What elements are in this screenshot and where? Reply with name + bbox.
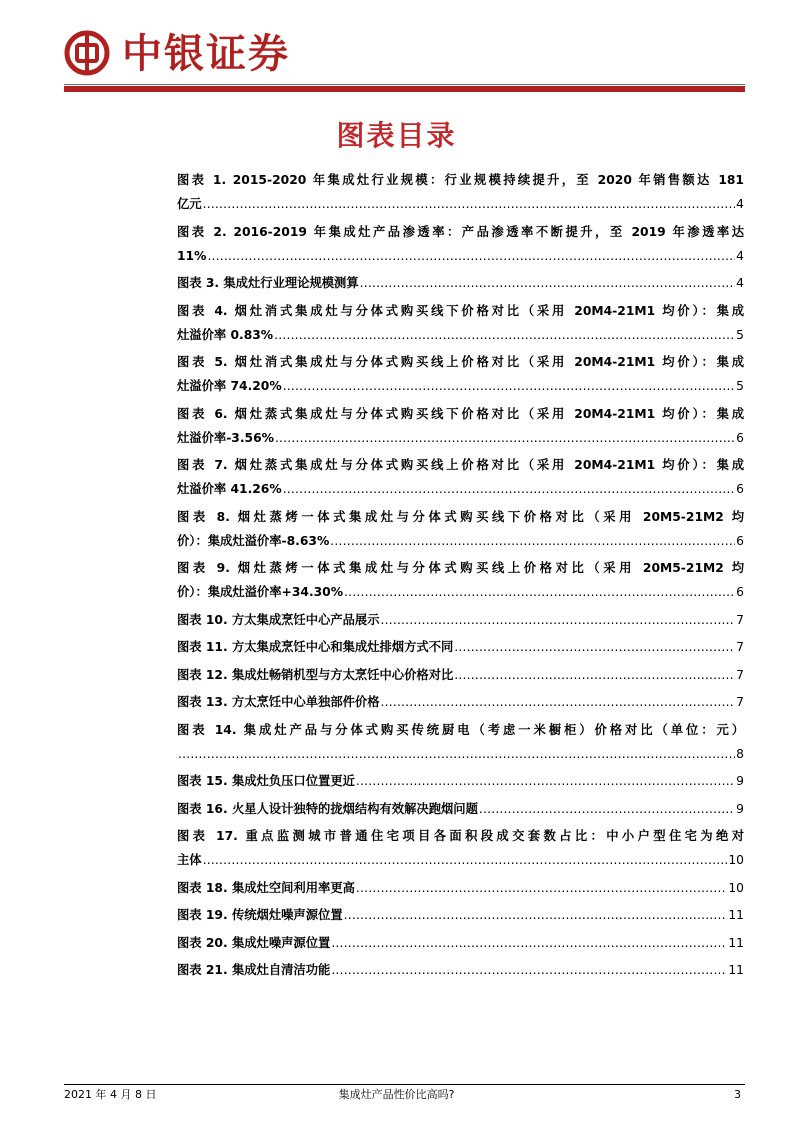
toc-entry-leader-line [177, 848, 744, 872]
toc-entry-leader-line [177, 374, 744, 398]
toc-entry-title: 图表 6. 烟灶蒸式集成灶与分体式购买线下价格对比（采用 20M4-21M1 均价）：集成 [177, 406, 744, 421]
dot-leader [356, 769, 735, 793]
toc-entry-page: 10 [728, 880, 744, 895]
toc-entry-page: 5 [736, 327, 744, 342]
toc-entry[interactable] [177, 556, 744, 608]
dot-leader [283, 374, 735, 398]
toc-entry-title: 图表 8. 烟灶蒸烤一体式集成灶与分体式购买线下价格对比（采用 20M5-21M2 均 [177, 509, 744, 524]
toc-entry-title-continued: 灶溢价率-3.56% [177, 430, 274, 445]
toc-entry-leader-line [177, 769, 744, 793]
dot-leader [454, 663, 735, 687]
toc-entry[interactable] [177, 505, 744, 557]
toc-entry-leader-line [177, 958, 744, 982]
dot-leader [454, 635, 735, 659]
toc-entry[interactable] [177, 690, 744, 718]
toc-entry-leader-line [177, 608, 744, 632]
toc-entry[interactable] [177, 931, 744, 959]
toc-entry-leader-line [177, 192, 744, 216]
dot-leader [203, 848, 728, 872]
toc-entry-title-continued: 亿元 [177, 197, 202, 211]
dot-leader [203, 192, 736, 216]
dot-leader [344, 580, 735, 604]
toc-entry-title-continued: 价）：集成灶溢价率-8.63% [177, 533, 330, 548]
toc-entry[interactable] [177, 453, 744, 505]
toc-entry[interactable] [177, 168, 744, 220]
dot-leader [344, 903, 728, 927]
toc-entry-page: 10 [728, 853, 744, 867]
toc-entry[interactable] [177, 958, 744, 986]
dot-leader [381, 690, 736, 714]
dot-leader [207, 244, 735, 268]
toc-entry[interactable] [177, 903, 744, 931]
toc-entry-title: 图表 5. 烟灶消式集成灶与分体式购买线上价格对比（采用 20M4-21M1 均价）：集成 [177, 355, 744, 369]
toc-entry-title: 图表 15. 集成灶负压口位置更近 [177, 774, 355, 788]
dot-leader [331, 931, 727, 955]
toc-entry-leader-line [177, 580, 744, 604]
toc-entry-title-continued: 灶溢价率 0.83% [177, 327, 274, 342]
dot-leader [479, 797, 735, 821]
toc-title: 图表目录 [336, 119, 457, 152]
toc-entry-title: 图表 18. 集成灶空间利用率更高 [177, 880, 355, 895]
toc-entry-title: 图表 1. 2015-2020 年集成灶行业规模：行业规模持续提升，至 2020 年销售额达 181 [177, 173, 744, 187]
dot-leader [275, 426, 735, 450]
toc-entry-page: 11 [728, 963, 744, 977]
dot-leader [381, 608, 736, 632]
footer-report-title: 集成灶产品性价比高吗? [338, 1088, 455, 1101]
toc-entry[interactable] [177, 824, 744, 876]
toc-entry-page: 6 [736, 430, 744, 445]
footer-page-number: 3 [734, 1088, 741, 1101]
dot-leader [356, 876, 727, 900]
report-header [0, 0, 793, 100]
toc-entry-title: 图表 7. 烟灶蒸式集成灶与分体式购买线上价格对比（采用 20M4-21M1 均价）：集成 [177, 458, 744, 472]
toc-entry-leader-line [177, 742, 744, 766]
toc-entry-title: 图表 12. 集成灶畅销机型与方太烹饪中心价格对比 [177, 667, 454, 682]
toc-entry-leader-line [177, 323, 744, 347]
toc-entry-title-continued: 灶溢价率 74.20% [177, 379, 282, 393]
toc-entry-page: 7 [736, 640, 744, 654]
header-divider-thin [64, 84, 745, 85]
toc-entry-leader-line [177, 931, 744, 955]
toc-entry-title: 图表 17. 重点监测城市普通住宅项目各面积段成交套数占比：中小户型住宅为绝对 [177, 829, 744, 843]
toc-entry[interactable] [177, 299, 744, 351]
toc-entry-title: 图表 14. 集成灶产品与分体式购买传统厨电（考虑一米橱柜）价格对比（单位：元） [177, 722, 744, 737]
dot-leader [274, 323, 735, 347]
toc-entry-page: 6 [736, 482, 744, 496]
toc-entry-leader-line [177, 690, 744, 714]
toc-entry[interactable] [177, 718, 744, 770]
toc-entry-title: 图表 20. 集成灶噪声源位置 [177, 935, 331, 950]
toc-entry[interactable] [177, 271, 744, 299]
toc-entry-title-continued: 主体 [177, 853, 202, 867]
toc-entry-leader-line [177, 797, 744, 821]
toc-entry-leader-line [177, 271, 744, 295]
toc-entry-leader-line [177, 635, 744, 659]
toc-entry-page: 9 [736, 801, 744, 816]
toc-entry-title: 图表 4. 烟灶消式集成灶与分体式购买线下价格对比（采用 20M4-21M1 均价）：集成 [177, 303, 744, 318]
toc-entry-page: 6 [736, 533, 744, 548]
header-divider [64, 86, 745, 92]
toc-entry-page: 4 [736, 248, 744, 263]
toc-entry[interactable] [177, 663, 744, 691]
toc-entry-title: 图表 9. 烟灶蒸烤一体式集成灶与分体式购买线上价格对比（采用 20M5-21M2 均 [177, 561, 744, 575]
toc-entry-page: 7 [736, 695, 744, 709]
toc-entry-page: 4 [736, 276, 744, 290]
toc-entry[interactable] [177, 350, 744, 402]
toc-entry[interactable] [177, 797, 744, 825]
toc-entry-title: 图表 19. 传统烟灶噪声源位置 [177, 908, 343, 922]
toc-entry-page: 6 [736, 585, 744, 599]
toc-entry-title: 图表 13. 方太烹饪中心单独部件价格 [177, 695, 380, 709]
toc-entry-leader-line [177, 529, 744, 553]
toc-entry-leader-line [177, 663, 744, 687]
toc-entry-page: 11 [728, 935, 744, 950]
toc-entry-leader-line [177, 876, 744, 900]
toc-entry-title: 图表 16. 火星人设计独特的拢烟结构有效解决跑烟问题 [177, 801, 478, 816]
toc-entry-title: 图表 11. 方太集成烹饪中心和集成灶排烟方式不同 [177, 640, 454, 654]
toc-entry-leader-line [177, 477, 744, 501]
toc-entry-leader-line [177, 903, 744, 927]
dot-leader [178, 742, 735, 766]
toc-entry[interactable] [177, 635, 744, 663]
footer-divider [64, 1084, 745, 1085]
toc-entry[interactable] [177, 769, 744, 797]
toc-entry-page: 11 [728, 908, 744, 922]
dot-leader [331, 958, 727, 982]
brand-name: 中银证券 [122, 31, 290, 77]
toc-entry-page: 4 [736, 197, 744, 211]
toc-entry-title: 图表 21. 集成灶自清洁功能 [177, 963, 331, 977]
toc-entry-page: 8 [736, 746, 744, 761]
dot-leader [330, 529, 735, 553]
toc-entry-leader-line [177, 426, 744, 450]
toc-entry[interactable] [177, 876, 744, 904]
toc-entry-title-continued: 灶溢价率 41.26% [177, 482, 282, 496]
toc-entry-title: 图表 3. 集成灶行业理论规模测算 [177, 276, 359, 290]
footer-date: 2021 年 4 月 8 日 [64, 1088, 157, 1101]
toc-entry[interactable] [177, 402, 744, 454]
toc-entry-page: 5 [736, 379, 744, 393]
bank-of-china-logo-icon [64, 30, 110, 76]
toc-entry-page: 7 [736, 612, 744, 627]
dot-leader [283, 477, 735, 501]
toc-entry-page: 7 [736, 667, 744, 682]
table-of-figures [177, 168, 744, 986]
toc-entry-title: 图表 2. 2016-2019 年集成灶产品渗透率：产品渗透率不断提升，至 2019 年渗透率达 [177, 224, 744, 239]
toc-entry-leader-line [177, 244, 744, 268]
toc-entry-title-continued: 11% [177, 248, 207, 263]
toc-entry-title-continued: 价）：集成灶溢价率+34.30% [177, 585, 344, 599]
toc-entry-page: 9 [736, 774, 744, 788]
toc-entry[interactable] [177, 608, 744, 636]
toc-entry-title: 图表 10. 方太集成烹饪中心产品展示 [177, 612, 380, 627]
toc-entry[interactable] [177, 220, 744, 272]
dot-leader [360, 271, 736, 295]
